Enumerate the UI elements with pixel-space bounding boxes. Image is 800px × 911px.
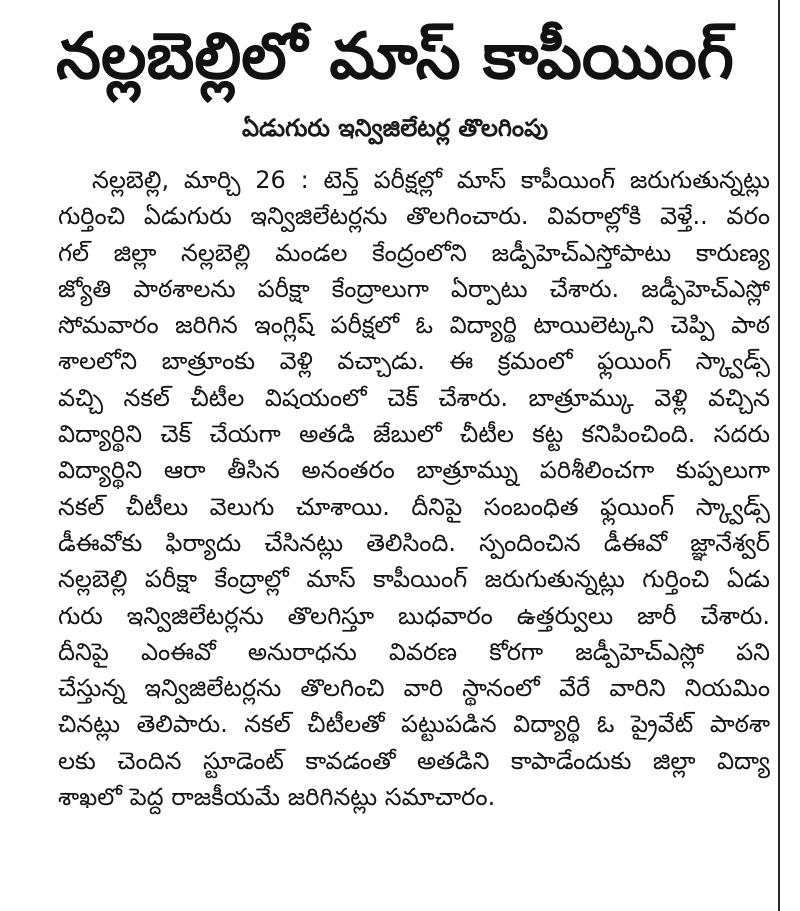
article-body-line: జ్యోతి పాఠశాలను పరీక్షా కేంద్రాలుగా ఏర్పాటు చేశారు. జడ్పీహెచ్ఎస్లో	[58, 274, 770, 303]
article-body-line: గల్ జిల్లా నల్లబెల్లి మండల కేంద్రంలోని జడ్పీహెచ్ఎస్తోపాటు కారుణ్య	[58, 238, 770, 267]
column-divider	[778, 0, 780, 911]
article-body-line: శాలలోని బాత్రూంకు వెళ్లి వచ్చాడు. ఈ క్రమంలో ఫ్లయింగ్ స్క్వాడ్స్	[58, 347, 770, 376]
article-body-line: శాఖలో పెద్ద రాజకీయమే జరిగినట్లు సమాచారం.	[58, 783, 496, 812]
article-body-line: గుర్తించి ఏడుగురు ఇన్విజిలేటర్లను తొలగించారు. వివరాల్లోకి వెళ్తే.. వరం	[58, 202, 770, 231]
article-subheadline: ఏడుగురు ఇన్విజిలేటర్ల తొలగింపు	[241, 114, 549, 142]
article-body-line: గురు ఇన్విజిలేటర్లను తొలగిస్తూ బుధవారం ఉత్తర్వులు జారీ చేశారు.	[58, 601, 770, 630]
article-body-line: విద్యార్థిని చెక్ చేయగా అతడి జేబులో చీటీల కట్ట కనిపించింది. సదరు	[58, 420, 770, 449]
article-body-line: నల్లబెల్లి, మార్చి 26 : టెన్త్ పరీక్షల్లో మాస్ కాపీయింగ్ జరుగుతున్నట్లు	[92, 166, 770, 194]
article-body	[58, 162, 770, 815]
article-body-line: నల్లబెల్లి పరీక్షా కేంద్రాల్లో మాస్ కాపీయింగ్ జరుగుతున్నట్లు గుర్తించి ఏడు	[58, 565, 770, 594]
article-body-line: లకు చెందిన స్టూడెంట్ కావడంతో అతడిని కాపాడేందుకు జిల్లా విద్యా	[58, 746, 770, 775]
article-headline: నల్లబెల్లిలో మాస్ కాపీయింగ్	[56, 20, 734, 94]
article-body-line: చినట్లు తెలిపారు. నకల్ చీటీలతో పట్టుపడిన విద్యార్థి ఓ ప్రైవేట్ పాఠశా	[58, 710, 770, 739]
article-body-line: దీనిపై ఎంఈవో అనురాధను వివరణ కోరగా జడ్పీహెచ్ఎస్లో పని	[58, 637, 770, 666]
article-body-line: విద్యార్థిని ఆరా తీసిన అనంతరం బాత్రూమ్ను పరిశీలించగా కుప్పలుగా	[58, 456, 770, 485]
article-body-line: నకల్ చీటీలు వెలుగు చూశాయి. దీనిపై సంబంధిత ఫ్లయింగ్ స్క్వాడ్స్	[58, 492, 770, 521]
article-body-line: సోమవారం జరిగిన ఇంగ్లిష్ పరీక్షలో ఓ విద్యార్థి టాయిలెట్కని చెప్పి పాఠ	[58, 311, 770, 340]
article-body-line: చేస్తున్న ఇన్విజిలేటర్లను తొలగించి వారి స్థానంలో వేరే వారిని నియమిం	[58, 674, 770, 703]
article-body-line: వచ్చి నకల్ చీటీల విషయంలో చెక్ చేశారు. బాత్రూమ్కు వెళ్లి వచ్చిన	[58, 383, 770, 412]
article-body-line: డీఈవోకు ఫిర్యాదు చేసినట్లు తెలిసింది. స్పందించిన డీఈవో జ్ఞానేశ్వర్	[58, 528, 770, 557]
